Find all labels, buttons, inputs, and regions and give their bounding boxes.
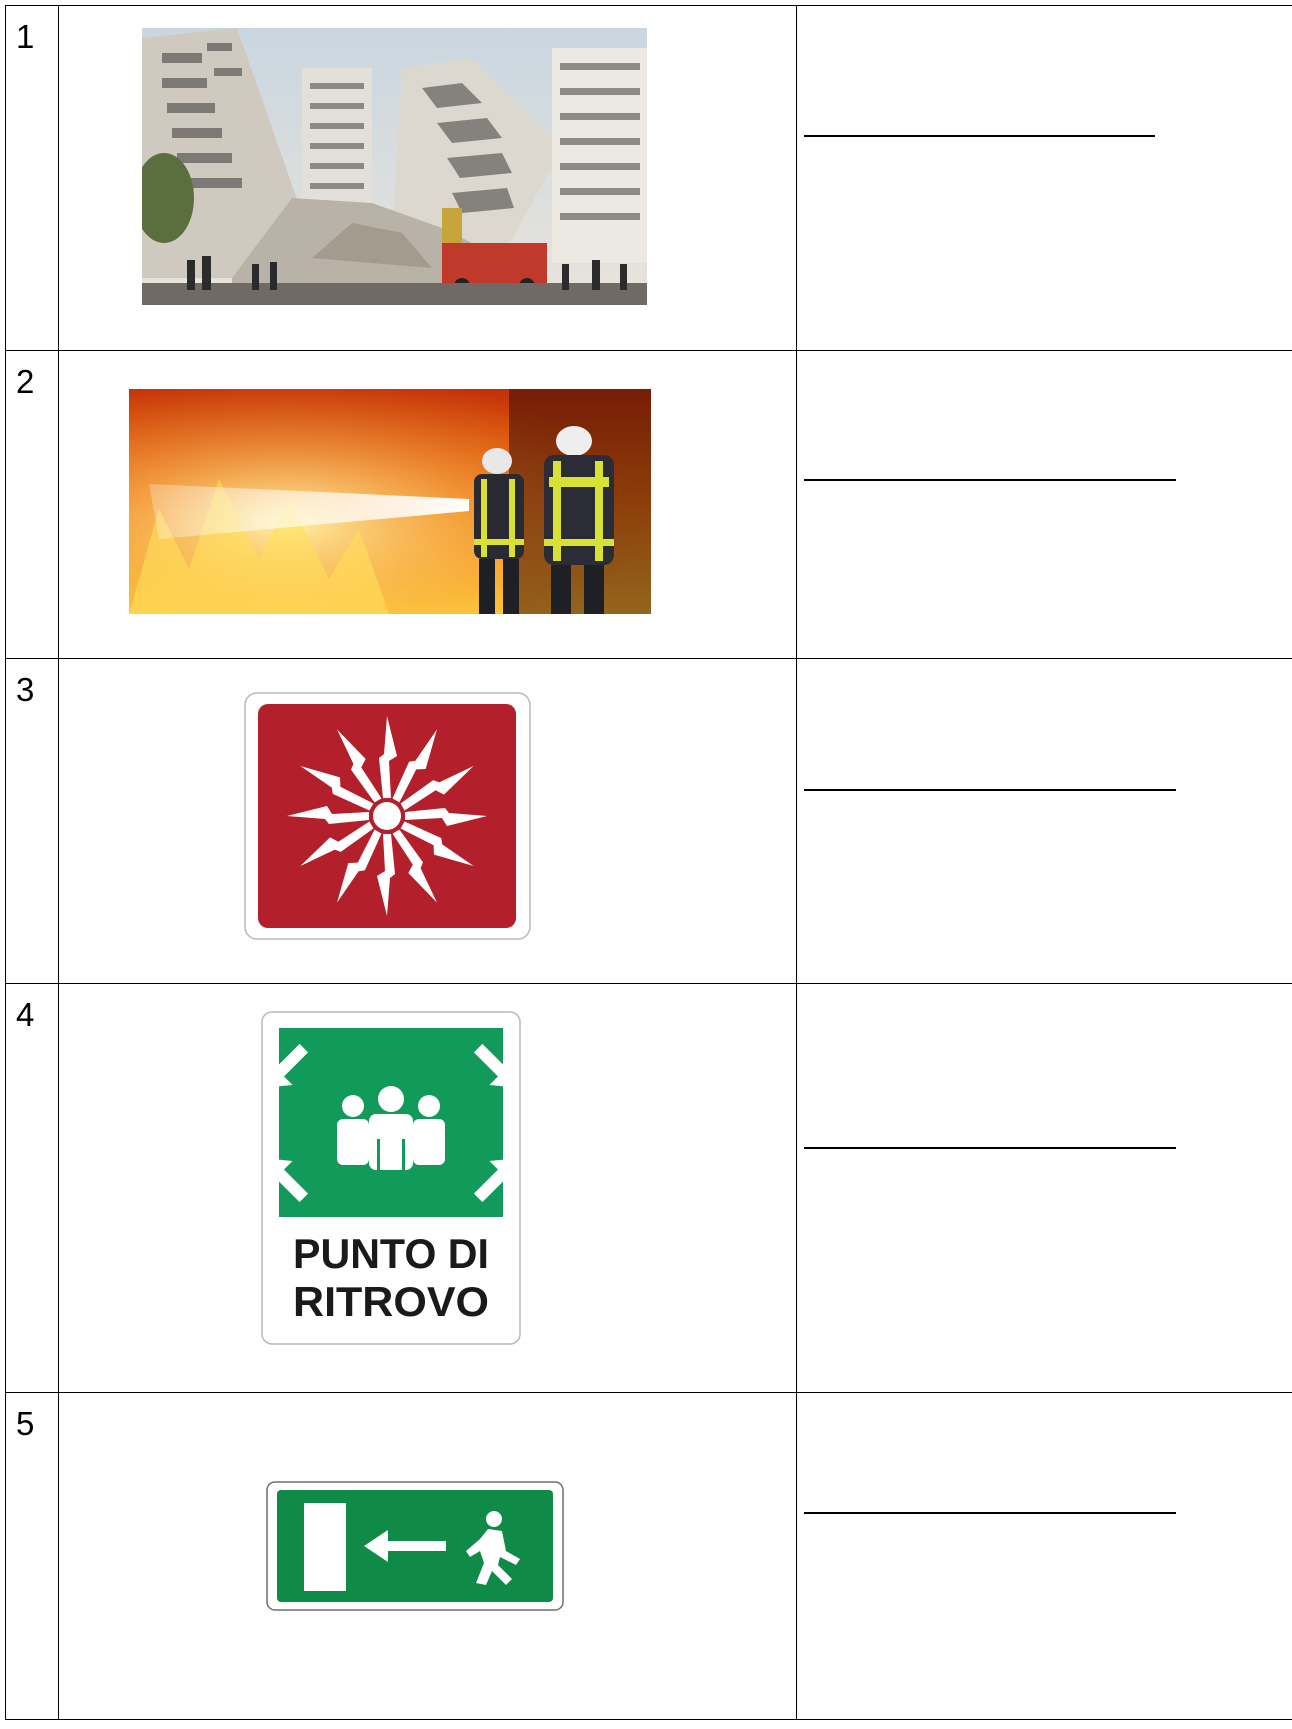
answer-cell[interactable]	[797, 6, 1292, 351]
row-number-cell	[6, 984, 59, 1393]
table-row	[6, 351, 1292, 659]
assembly-sign-line1: PUNTO DI	[293, 1230, 489, 1277]
emergency-exit-sign-icon	[266, 1481, 564, 1611]
image-cell	[59, 351, 797, 659]
answer-line	[804, 135, 1155, 137]
row-number: 1	[16, 18, 35, 55]
table-row	[6, 659, 1292, 984]
collapsed-buildings-earthquake-photo	[142, 28, 647, 305]
answer-line	[804, 789, 1176, 791]
image-cell	[59, 984, 797, 1393]
firefighters-spraying-fire-photo	[129, 389, 651, 614]
answer-cell[interactable]	[797, 1393, 1292, 1720]
answer-line	[804, 1147, 1176, 1149]
table-row	[6, 984, 1292, 1393]
image-cell	[59, 6, 797, 351]
row-number: 3	[16, 671, 35, 708]
answer-cell[interactable]	[797, 984, 1292, 1393]
answer-line	[804, 1512, 1176, 1514]
answer-line	[804, 479, 1176, 481]
answer-cell[interactable]	[797, 351, 1292, 659]
row-number-cell	[6, 6, 59, 351]
row-number: 4	[16, 996, 35, 1033]
assembly-sign-line2: RITROVO	[293, 1278, 489, 1325]
table-row	[6, 6, 1292, 351]
red-alarm-sign-icon	[244, 692, 531, 940]
assembly-point-sign-icon	[261, 1011, 521, 1345]
image-cell	[59, 659, 797, 984]
row-number-cell	[6, 351, 59, 659]
answer-cell[interactable]	[797, 659, 1292, 984]
row-number: 5	[16, 1405, 35, 1442]
worksheet-table	[5, 5, 1292, 1720]
row-number: 2	[16, 363, 35, 400]
table-row	[6, 1393, 1292, 1720]
image-cell	[59, 1393, 797, 1720]
row-number-cell	[6, 1393, 59, 1720]
row-number-cell	[6, 659, 59, 984]
